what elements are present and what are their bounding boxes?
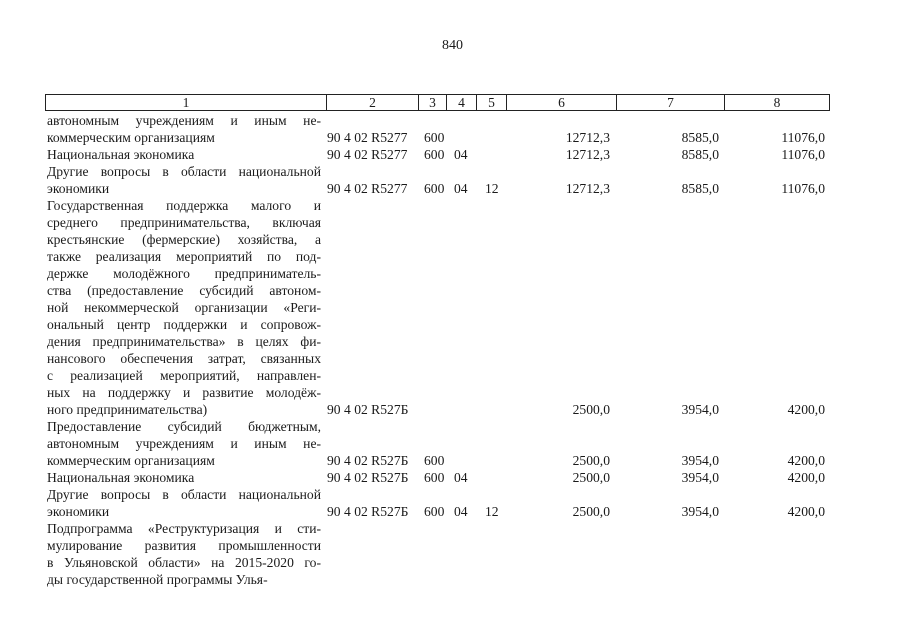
description-line: автономным учреждениям и иным не- xyxy=(47,113,321,128)
amount-year-1: 12712,3 xyxy=(565,147,610,162)
table-body xyxy=(0,112,905,588)
budget-code: 90 4 02 R5277 xyxy=(327,181,408,196)
amount-year-1: 2500,0 xyxy=(572,402,610,417)
section: 04 xyxy=(454,470,468,485)
description-line: с реализацией мероприятий, направлен- xyxy=(47,368,321,383)
description-line: коммерческим организациям xyxy=(47,130,215,145)
description-line: мулирование развития промышленности xyxy=(47,538,321,553)
table-row xyxy=(0,146,905,163)
table-row xyxy=(0,520,905,588)
amount-year-3: 4200,0 xyxy=(787,504,825,519)
description-line: ных на поддержку и развитие молодёж- xyxy=(47,385,321,400)
description-line: коммерческим организациям xyxy=(47,453,215,468)
expense-type: 600 xyxy=(424,130,445,145)
table-row xyxy=(0,163,905,197)
row-description xyxy=(47,163,321,197)
row-description xyxy=(47,146,321,163)
table-header xyxy=(45,94,830,111)
table-row xyxy=(0,418,905,469)
amount-year-1: 2500,0 xyxy=(572,453,610,468)
amount-year-2: 3954,0 xyxy=(681,470,719,485)
amount-year-3: 4200,0 xyxy=(787,453,825,468)
description-line: Предоставление субсидий бюджетным, xyxy=(47,419,321,434)
page-number: 840 xyxy=(442,38,463,53)
description-line: держке молодёжного предприниматель- xyxy=(47,266,321,281)
header-col-8: 8 xyxy=(724,95,829,110)
row-description xyxy=(47,418,321,469)
description-line: ного предпринимательства) xyxy=(47,402,208,417)
description-line: экономики xyxy=(47,504,110,519)
amount-year-3: 11076,0 xyxy=(781,181,825,196)
row-description xyxy=(47,112,321,146)
amount-year-1: 12712,3 xyxy=(565,130,610,145)
amount-year-3: 4200,0 xyxy=(787,470,825,485)
budget-code: 90 4 02 R5277 xyxy=(327,147,408,162)
header-col-5: 5 xyxy=(476,95,506,110)
table-row xyxy=(0,197,905,418)
amount-year-1: 2500,0 xyxy=(572,504,610,519)
expense-type: 600 xyxy=(424,147,445,162)
description-line: также реализация мероприятий по под- xyxy=(47,249,321,264)
description-line: нансового обеспечения затрат, связанных xyxy=(47,351,321,366)
amount-year-2: 3954,0 xyxy=(681,402,719,417)
description-line: Государственная поддержка малого и xyxy=(47,198,321,213)
description-line: Другие вопросы в области национальной xyxy=(47,487,321,502)
expense-type: 600 xyxy=(424,181,445,196)
description-line: дения предпринимательства» в целях фи- xyxy=(47,334,321,349)
amount-year-2: 8585,0 xyxy=(681,181,719,196)
section: 04 xyxy=(454,147,468,162)
header-col-3: 3 xyxy=(418,95,446,110)
section: 04 xyxy=(454,181,468,196)
description-line: Подпрограмма «Реструктуризация и сти- xyxy=(47,521,321,536)
row-description xyxy=(47,520,321,588)
description-line: автономным учреждениям и иным не- xyxy=(47,436,321,451)
table-row xyxy=(0,112,905,146)
description-line: ства (предоставление субсидий автоном- xyxy=(47,283,321,298)
description-line: ды государственной программы Улья- xyxy=(47,572,268,587)
row-description xyxy=(47,197,321,418)
amount-year-2: 8585,0 xyxy=(681,130,719,145)
amount-year-2: 8585,0 xyxy=(681,147,719,162)
table-row xyxy=(0,469,905,486)
description-line: Другие вопросы в области национальной xyxy=(47,164,321,179)
description-line: ной некоммерческой организации «Реги- xyxy=(47,300,321,315)
amount-year-3: 4200,0 xyxy=(787,402,825,417)
header-col-1: 1 xyxy=(182,95,190,110)
expense-type: 600 xyxy=(424,470,445,485)
description-line: Национальная экономика xyxy=(47,470,195,485)
header-col-2: 2 xyxy=(326,95,418,110)
description-line: Национальная экономика xyxy=(47,147,195,162)
description-line: ональный центр поддержки и сопровож- xyxy=(47,317,321,332)
table-row xyxy=(0,486,905,520)
description-line: среднего предпринимательства, включая xyxy=(47,215,321,230)
amount-year-1: 12712,3 xyxy=(565,181,610,196)
amount-year-3: 11076,0 xyxy=(781,147,825,162)
section: 04 xyxy=(454,504,468,519)
subsection: 12 xyxy=(485,504,499,519)
header-col-7: 7 xyxy=(616,95,724,110)
budget-code: 90 4 02 R527Б xyxy=(327,470,409,485)
expense-type: 600 xyxy=(424,504,445,519)
subsection: 12 xyxy=(485,181,499,196)
row-description xyxy=(47,469,321,486)
description-line: крестьянские (фермерские) хозяйства, а xyxy=(47,232,321,247)
budget-code: 90 4 02 R527Б xyxy=(327,504,409,519)
description-line: экономики xyxy=(47,181,110,196)
header-col-6: 6 xyxy=(506,95,616,110)
budget-code: 90 4 02 R527Б xyxy=(327,402,409,417)
header-col-4: 4 xyxy=(446,95,476,110)
row-description xyxy=(47,486,321,520)
amount-year-2: 3954,0 xyxy=(681,504,719,519)
amount-year-2: 3954,0 xyxy=(681,453,719,468)
budget-code: 90 4 02 R5277 xyxy=(327,130,408,145)
description-line: в Ульяновской области» на 2015-2020 го- xyxy=(47,555,321,570)
budget-code: 90 4 02 R527Б xyxy=(327,453,409,468)
amount-year-3: 11076,0 xyxy=(781,130,825,145)
amount-year-1: 2500,0 xyxy=(572,470,610,485)
expense-type: 600 xyxy=(424,453,445,468)
